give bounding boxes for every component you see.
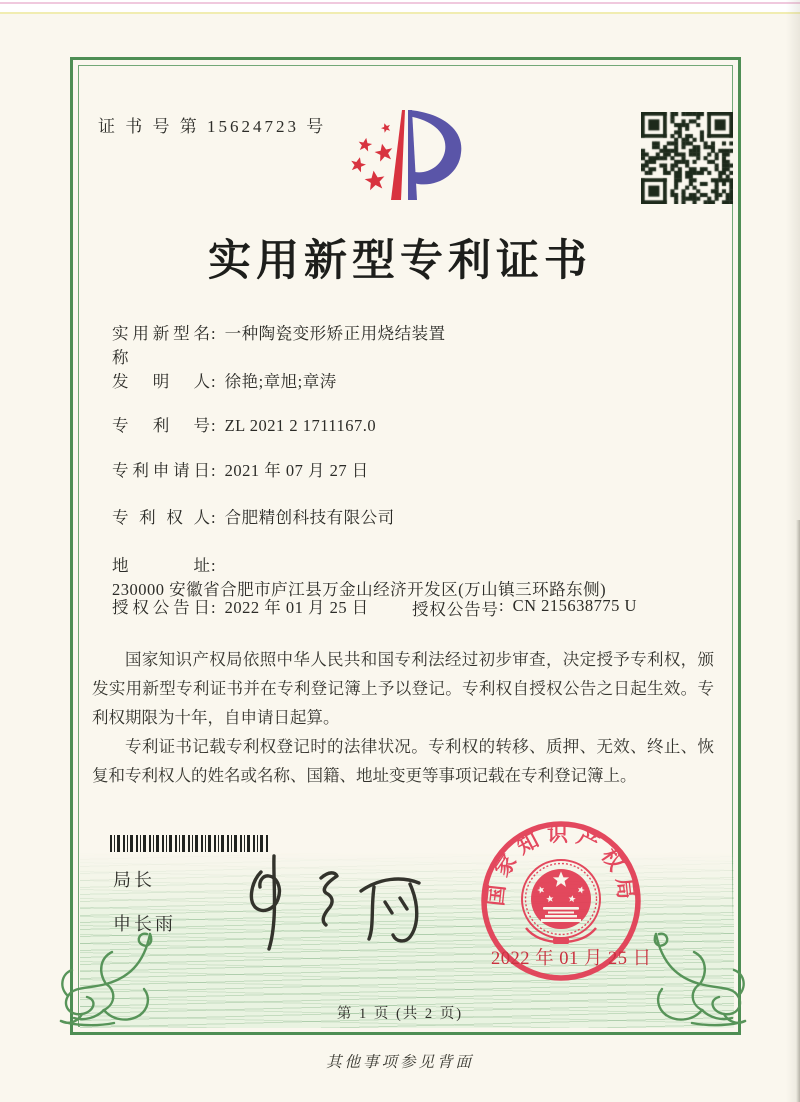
field-colon: : — [211, 416, 216, 435]
field-row-name — [112, 322, 722, 370]
field-label: 专利申请日 — [112, 461, 210, 480]
field-colon: : — [211, 461, 216, 480]
seal-text: 国家知识产权局 — [483, 822, 639, 908]
field-colon: : — [211, 324, 216, 343]
field-row-filing-date — [112, 459, 722, 483]
seal-date: 2022 年 01 月 25 日 — [491, 949, 652, 969]
field-value: ZL 2021 2 1711167.0 — [224, 416, 377, 435]
field-label: 发明人 — [112, 372, 210, 391]
field-value: 2021 年 07 月 27 日 — [224, 461, 369, 480]
field-colon: : — [211, 372, 216, 391]
field-row-patent-number — [112, 414, 722, 438]
field-label: 授权公告号 — [412, 600, 498, 619]
certificate-number: 证 书 号 第 15624723 号 — [98, 117, 327, 136]
field-colon: : — [499, 596, 504, 615]
field-value: CN 215638775 U — [512, 596, 637, 615]
scan-artifact-line — [0, 2, 800, 4]
legal-paragraph-1: 国家知识产权局依照中华人民共和国专利法经过初步审查，决定授予专利权，颁发实用新型专利证书并在专利登记簿上予以登记。专利权自授权公告之日起生效。专利权期限为十年，自申请日起算。 — [92, 650, 714, 727]
signer-title: 局长 — [113, 870, 155, 890]
field-label: 授权公告日 — [112, 598, 210, 617]
field-label: 专利号 — [112, 416, 210, 435]
corner-flourish-icon — [646, 926, 752, 1032]
field-value: 合肥精创科技有限公司 — [224, 508, 395, 527]
field-row-patentee — [112, 506, 722, 530]
field-row-inventors — [112, 370, 722, 394]
field-value: 徐艳;章旭;章涛 — [224, 372, 337, 391]
qr-code — [641, 112, 733, 204]
cnipa-logo-icon — [330, 106, 480, 220]
field-value: 2022 年 01 月 25 日 — [224, 598, 369, 617]
field-colon: : — [211, 508, 216, 527]
field-colon: : — [211, 598, 216, 617]
field-row-address — [112, 554, 722, 602]
scan-artifact-line — [0, 12, 800, 14]
page-number: 第 1 页 (共 2 页) — [336, 1006, 464, 1022]
field-label: 地址 — [112, 556, 210, 575]
handwritten-signature-icon — [233, 850, 443, 952]
field-colon: : — [211, 556, 216, 575]
legal-text-block — [92, 645, 714, 790]
field-label: 专利权人 — [112, 508, 210, 527]
signer-name: 申长雨 — [113, 914, 176, 934]
field-value: 一种陶瓷变形矫正用烧结装置 — [224, 324, 446, 343]
corner-flourish-icon — [54, 926, 160, 1032]
back-side-note: 其他事项参见背面 — [325, 1054, 474, 1071]
field-row-grant-number — [412, 596, 637, 620]
certificate-title: 实用新型专利证书 — [208, 238, 592, 285]
field-value: 230000 安徽省合肥市庐江县万金山经济开发区(万山镇三环路东侧) — [112, 580, 607, 599]
field-label: 实用新型名称 — [112, 324, 210, 367]
legal-paragraph-2: 专利证书记载专利权登记时的法律状况。专利权的转移、质押、无效、终止、恢复和专利权人的姓名或名称、国籍、地址变更等事项记载在专利登记簿上。 — [92, 737, 714, 785]
